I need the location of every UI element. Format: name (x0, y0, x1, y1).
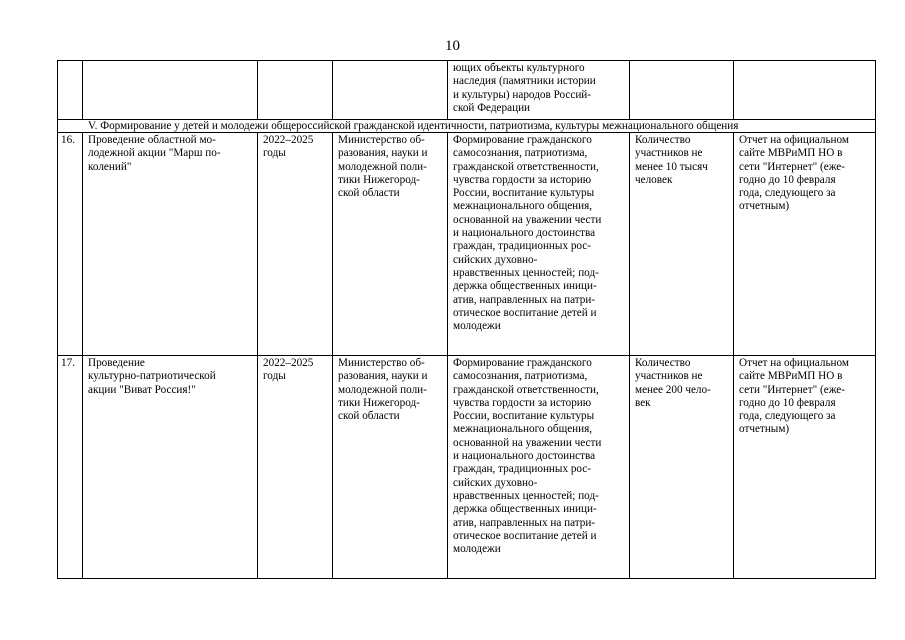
cell-executor (333, 133, 448, 356)
cell-period (258, 61, 333, 120)
objective-line: сийских духовно- (453, 476, 538, 489)
event-line: Проведение (88, 357, 145, 369)
objective-line: держка общественных иници- (453, 280, 597, 293)
objective-line: основанной на уважении чести (453, 213, 602, 226)
indicator-line: Количество (635, 357, 691, 369)
event-line: акции "Виват Россия!" (88, 383, 196, 396)
continued-row (58, 61, 876, 120)
cell-objective (448, 356, 630, 579)
objective-line: сийских духовно- (453, 253, 538, 266)
cell-indicator (630, 356, 734, 579)
executor-line: Министерство об- (338, 357, 425, 369)
indicator-line: человек (635, 173, 673, 186)
objective-line: основанной на уважении чести (453, 436, 602, 449)
report-line: Отчет на официальном (739, 357, 849, 369)
report-line: сети "Интернет" (еже- (739, 160, 845, 173)
report-line: сайте МВРиМП НО в (739, 370, 843, 383)
objective-line: ющих объекты культурного (453, 62, 585, 74)
objective-line: России, воспитание культуры (453, 410, 595, 423)
objective-line: межнационального общения, (453, 200, 593, 213)
executor-line: разования, науки и (338, 147, 428, 160)
report-line: годно до 10 февраля (739, 396, 836, 409)
period-line: 2022–2025 (263, 357, 314, 369)
objective-line: Формирование гражданского (453, 134, 592, 146)
event-line: Проведение областной мо- (88, 134, 216, 146)
objective-line: отическое воспитание детей и (453, 529, 597, 542)
indicator-line: менее 10 тысяч (635, 160, 708, 173)
report-line: сети "Интернет" (еже- (739, 383, 845, 396)
objective-line: гражданской ответственности, (453, 383, 599, 396)
objective-line: атив, направленных на патри- (453, 516, 596, 529)
section-heading: V. Формирование у детей и молодежи общероссийской гражданской идентичности, патриотизма, культуры межнационального общения (58, 120, 876, 133)
executor-line: разования, науки и (338, 370, 428, 383)
objective-line: самосознания, патриотизма, (453, 147, 588, 160)
objective-line: граждан, традиционных рос- (453, 463, 591, 476)
indicator-line: участников не (635, 370, 703, 383)
executor-line: тики Нижегород- (338, 396, 420, 409)
objective-line: гражданской ответственности, (453, 160, 599, 173)
executor-line: молодежной поли- (338, 383, 427, 396)
executor-line: ской области (338, 187, 400, 200)
cell-number: 17. (58, 356, 83, 579)
table-row (58, 356, 876, 579)
table-row (58, 133, 876, 356)
objective-line: граждан, традиционных рос- (453, 240, 591, 253)
executor-line: тики Нижегород- (338, 173, 420, 186)
indicator-line: менее 200 чело- (635, 383, 711, 396)
report-line: сайте МВРиМП НО в (739, 147, 843, 160)
objective-line: нравственных ценностей; под- (453, 266, 599, 279)
cell-period (258, 356, 333, 579)
objective-line: атив, направленных на патри- (453, 293, 596, 306)
event-line: лодежной акции "Марш по- (88, 147, 221, 160)
cell-event (83, 133, 258, 356)
cell-executor (333, 356, 448, 579)
cell-period (258, 133, 333, 356)
report-line: годно до 10 февраля (739, 173, 836, 186)
cell-report (734, 133, 876, 356)
objective-line: самосознания, патриотизма, (453, 370, 588, 383)
objective-line: и национального достоинства (453, 450, 596, 463)
report-line: отчетным) (739, 423, 790, 436)
objective-line: и национального достоинства (453, 227, 596, 240)
period-line: 2022–2025 (263, 134, 314, 146)
activities-table (57, 60, 876, 579)
report-line: отчетным) (739, 200, 790, 213)
report-line: Отчет на официальном (739, 134, 849, 146)
objective-line: нравственных ценностей; под- (453, 489, 599, 502)
event-line: культурно-патриотической (88, 370, 216, 383)
cell-number: 16. (58, 133, 83, 356)
executor-line: Министерство об- (338, 134, 425, 146)
indicator-line: участников не (635, 147, 703, 160)
section-row (58, 120, 876, 133)
period-line: годы (263, 370, 286, 383)
report-line: года, следующего за (739, 187, 836, 200)
cell-event (83, 61, 258, 120)
indicator-line: век (635, 396, 651, 409)
objective-line: России, воспитание культуры (453, 187, 595, 200)
objective-line: чувства гордости за историю (453, 173, 592, 186)
objective-line: наследия (памятники истории (453, 75, 596, 88)
objective-line: ской Федерации (453, 101, 531, 114)
executor-line: ской области (338, 410, 400, 423)
objective-line: и культуры) народов Россий- (453, 88, 592, 101)
cell-event (83, 356, 258, 579)
cell-executor (333, 61, 448, 120)
cell-number (58, 61, 83, 120)
report-line: года, следующего за (739, 410, 836, 423)
cell-indicator (630, 133, 734, 356)
period-line: годы (263, 147, 286, 160)
cell-indicator (630, 61, 734, 120)
cell-report (734, 61, 876, 120)
page-number: 10 (445, 38, 460, 54)
objective-line: Формирование гражданского (453, 357, 592, 369)
objective-line: держка общественных иници- (453, 503, 597, 516)
event-line: колений" (88, 160, 132, 173)
objective-line: молодежи (453, 320, 501, 333)
indicator-line: Количество (635, 134, 691, 146)
cell-objective (448, 133, 630, 356)
cell-objective (448, 61, 630, 120)
objective-line: молодежи (453, 543, 501, 556)
executor-line: молодежной поли- (338, 160, 427, 173)
objective-line: межнационального общения, (453, 423, 593, 436)
objective-line: чувства гордости за историю (453, 396, 592, 409)
cell-report (734, 356, 876, 579)
objective-line: отическое воспитание детей и (453, 306, 597, 319)
